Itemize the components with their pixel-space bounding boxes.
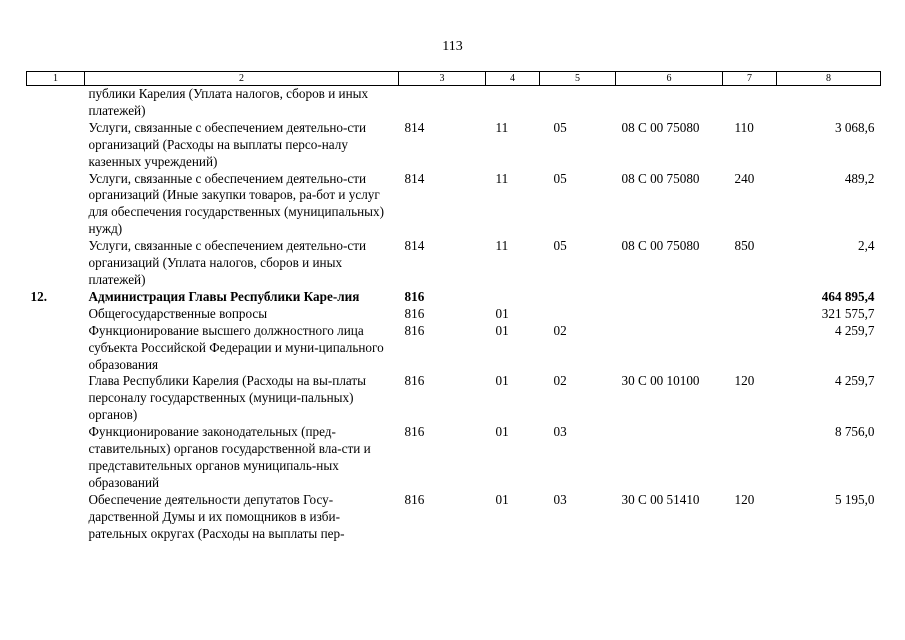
- subsection-code: [540, 86, 616, 120]
- administrator-code: 816: [404, 322, 425, 338]
- row-number: [27, 424, 85, 492]
- target-article-code: [616, 86, 723, 120]
- column-number: 1: [27, 72, 85, 86]
- column-number: 7: [723, 72, 777, 86]
- expense-type-code: [723, 424, 777, 492]
- subsection-code: 05: [553, 238, 567, 254]
- expense-name: Администрация Главы Республики Каре-лия: [88, 288, 360, 304]
- table-body: [27, 86, 881, 543]
- column-number: 2: [85, 72, 399, 86]
- expense-name: Услуги, связанные с обеспечением деятельно-сти организаций (Уплата налогов, сборов и иных платежей): [88, 238, 367, 287]
- expense-name: публики Карелия (Уплата налогов, сборов и иных платежей): [88, 86, 369, 118]
- section-code: [486, 289, 540, 306]
- expense-type-code: 120: [734, 491, 755, 507]
- target-article-code: 08 С 00 75080: [621, 119, 700, 135]
- expense-type-code: 120: [734, 373, 755, 389]
- expense-name: Обеспечение деятельности депутатов Госу-дарственной Думы и их помощников в изби-рательных округах (Расходы на выплаты пер-: [88, 491, 345, 541]
- subsection-code: 02: [553, 373, 567, 389]
- target-article-code: [616, 306, 723, 323]
- target-article-code: [616, 323, 723, 374]
- section-code: [486, 86, 540, 120]
- subsection-code: 05: [553, 119, 567, 135]
- row-number: [27, 86, 85, 120]
- expense-name: Общегосударственные вопросы: [88, 305, 268, 321]
- section-code: 01: [495, 373, 509, 389]
- subsection-code: 03: [553, 491, 567, 507]
- subsection-code: [540, 289, 616, 306]
- column-number-row: [27, 72, 881, 86]
- section-code: 01: [495, 322, 509, 338]
- administrator-code: 816: [404, 305, 425, 321]
- amount: 464 895,4: [821, 288, 875, 304]
- administrator-code: 814: [404, 170, 425, 186]
- table-row: [27, 238, 881, 289]
- administrator-code: 816: [404, 491, 425, 507]
- table-row: [27, 306, 881, 323]
- table-row: [27, 492, 881, 543]
- amount: 3 068,6: [834, 119, 875, 135]
- column-number: 4: [486, 72, 540, 86]
- row-number: 12.: [30, 288, 47, 304]
- expense-type-code: 850: [734, 238, 755, 254]
- target-article-code: 08 С 00 75080: [621, 170, 700, 186]
- expense-type-code: [723, 86, 777, 120]
- table-row: [27, 424, 881, 492]
- section-code: 01: [495, 424, 509, 440]
- subsection-code: [540, 306, 616, 323]
- subsection-code: 03: [553, 424, 567, 440]
- administrator-code: [399, 86, 486, 120]
- target-article-code: [616, 424, 723, 492]
- amount: 321 575,7: [821, 305, 875, 321]
- target-article-code: 30 С 00 10100: [621, 373, 700, 389]
- amount: 4 259,7: [834, 373, 875, 389]
- row-number: [27, 238, 85, 289]
- section-code: 11: [495, 170, 509, 186]
- administrator-code: 814: [404, 238, 425, 254]
- row-number: [27, 373, 85, 424]
- expense-type-code: [723, 306, 777, 323]
- row-number: [27, 323, 85, 374]
- administrator-code: 816: [404, 288, 425, 304]
- expense-type-code: [723, 289, 777, 306]
- expense-name: Услуги, связанные с обеспечением деятельно-сти организаций (Иные закупки товаров, ра-бот и услуг для обеспечения государственных (муниципальных) нужд): [88, 170, 385, 237]
- column-number: 6: [616, 72, 723, 86]
- column-number: 8: [777, 72, 881, 86]
- section-code: 11: [495, 238, 509, 254]
- row-number: [27, 171, 85, 239]
- section-code: 01: [495, 305, 509, 321]
- administrator-code: 814: [404, 119, 425, 135]
- table-row: [27, 120, 881, 171]
- section-code: 01: [495, 491, 509, 507]
- expense-name: Функционирование законодательных (пред-ставительных) органов государственной вла-сти и представительных органов муниципаль-ных образований: [88, 424, 371, 490]
- target-article-code: 30 С 00 51410: [621, 491, 700, 507]
- column-number: 3: [399, 72, 486, 86]
- expense-type-code: 110: [734, 119, 754, 135]
- table-row: [27, 171, 881, 239]
- expense-name: Функционирование высшего должностного лица субъекта Российской Федерации и муни-ципального образования: [88, 322, 384, 372]
- row-number: [27, 492, 85, 543]
- row-number: [27, 120, 85, 171]
- amount: [777, 86, 881, 120]
- budget-table: [26, 71, 881, 542]
- table-row: [27, 86, 881, 120]
- column-number: 5: [540, 72, 616, 86]
- amount: 4 259,7: [834, 322, 875, 338]
- expense-name: Услуги, связанные с обеспечением деятельно-сти организаций (Расходы на выплаты персо-налу казенных учреждений): [88, 119, 367, 169]
- expense-type-code: 240: [734, 170, 755, 186]
- section-code: 11: [495, 119, 509, 135]
- table-header: [27, 72, 881, 86]
- subsection-code: 02: [553, 322, 567, 338]
- administrator-code: 816: [404, 373, 425, 389]
- expense-name: Глава Республики Карелия (Расходы на вы-платы персоналу государственных (муници-пальных) органов): [88, 373, 367, 423]
- row-number: [27, 306, 85, 323]
- expense-type-code: [723, 323, 777, 374]
- table-row: [27, 289, 881, 306]
- amount: 489,2: [844, 170, 875, 186]
- amount: 2,4: [858, 238, 875, 254]
- amount: 5 195,0: [834, 491, 875, 507]
- target-article-code: 08 С 00 75080: [621, 238, 700, 254]
- administrator-code: 816: [404, 424, 425, 440]
- page-number: 113: [442, 39, 463, 54]
- amount: 8 756,0: [834, 424, 875, 440]
- target-article-code: [616, 289, 723, 306]
- subsection-code: 05: [553, 170, 567, 186]
- table-row: [27, 323, 881, 374]
- table-row: [27, 373, 881, 424]
